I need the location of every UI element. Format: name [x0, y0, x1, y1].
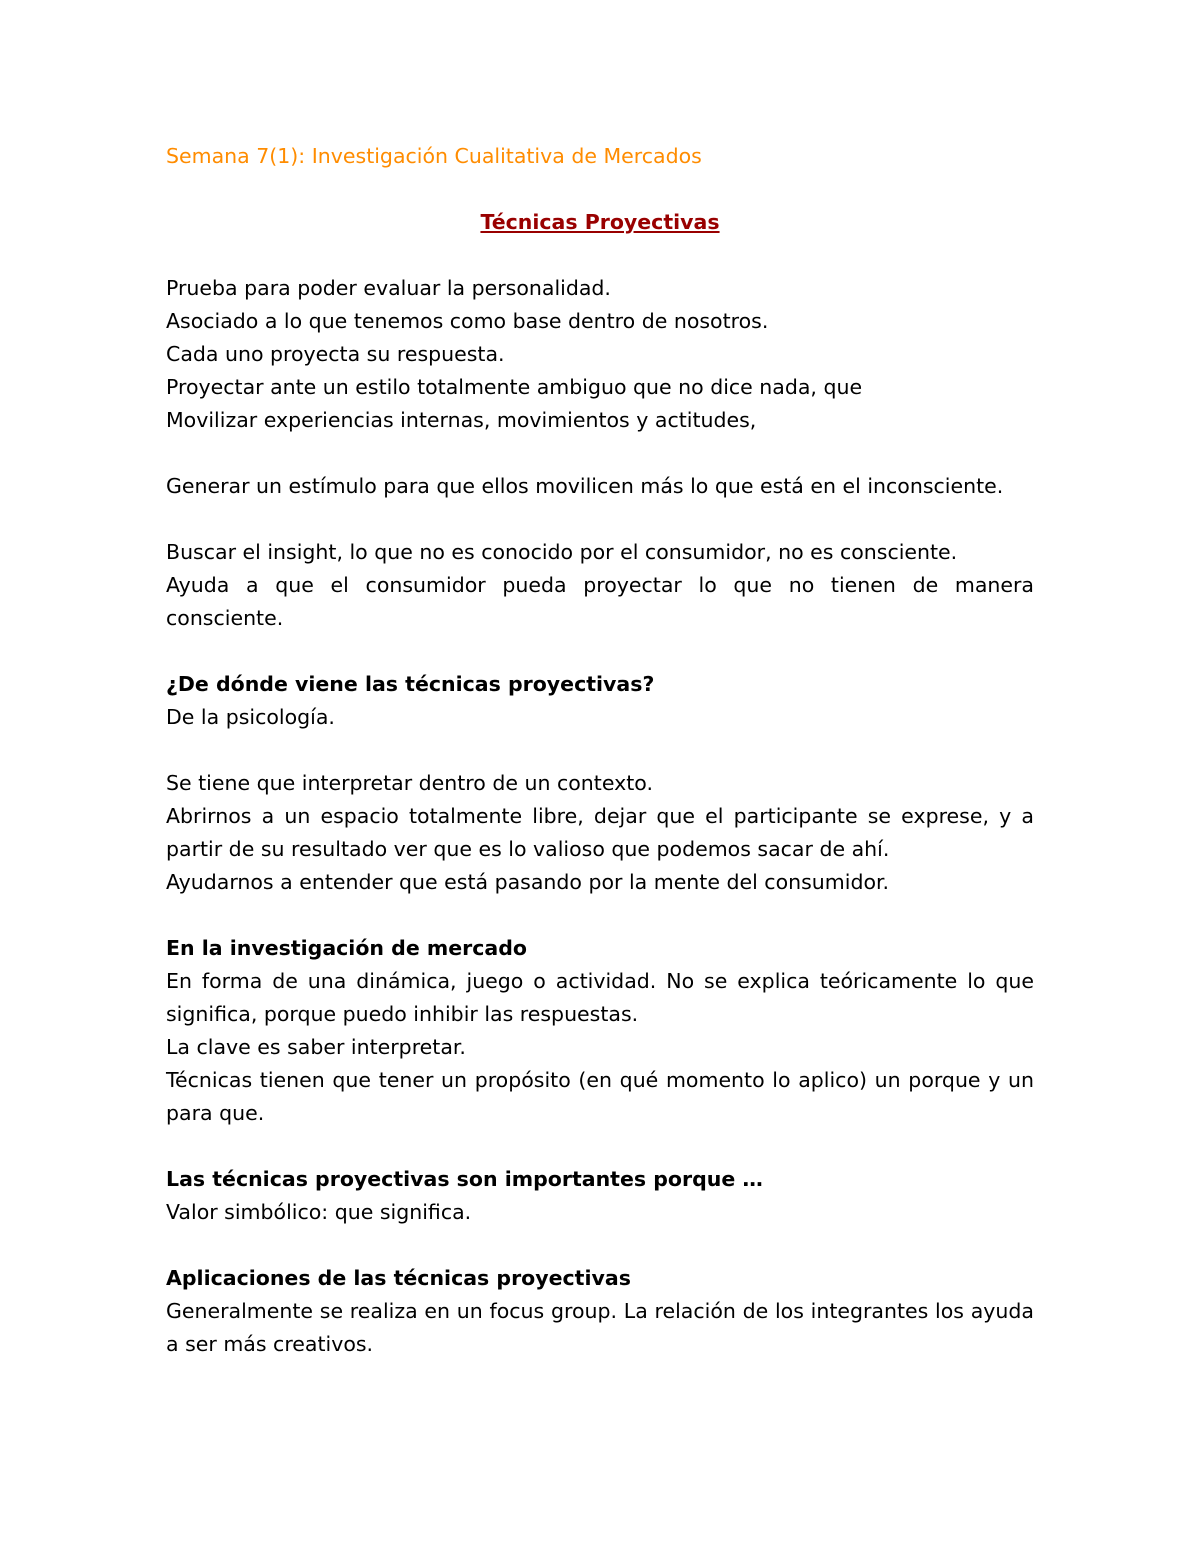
origin-answer: De la psicología. — [166, 705, 335, 729]
applications-paragraph: Generalmente se realiza en un focus group. La relación de los integrantes los ayuda a ser más creativos. — [166, 1299, 1034, 1356]
importance-heading: Las técnicas proyectivas son importantes porque … — [166, 1167, 763, 1191]
insight-block — [166, 536, 1034, 635]
context-paragraph: Abrirnos a un espacio totalmente libre, dejar que el participante se exprese, y a partir de su resultado ver que es lo valioso que podemos sacar de ahí. — [166, 804, 1034, 861]
context-line-2: Ayudarnos a entender que está pasando por la mente del consumidor. — [166, 870, 890, 894]
section-heading: Técnicas Proyectivas — [480, 210, 720, 234]
origin-block — [166, 668, 1034, 734]
context-block — [166, 767, 1034, 899]
origin-question: ¿De dónde viene las técnicas proyectivas? — [166, 672, 655, 696]
document-title: Semana 7(1): Investigación Cualitativa de Mercados — [166, 144, 702, 168]
stimulus-line: Generar un estímulo para que ellos movilicen más lo que está en el inconsciente. — [166, 474, 1004, 498]
importance-block — [166, 1163, 1034, 1229]
market-heading: En la investigación de mercado — [166, 936, 527, 960]
intro-line: Asociado a lo que tenemos como base dentro de nosotros. — [166, 309, 769, 333]
market-paragraph-2: Técnicas tienen que tener un propósito (en qué momento lo aplico) un porque y un para que. — [166, 1068, 1034, 1125]
importance-line: Valor simbólico: que significa. — [166, 1200, 472, 1224]
applications-heading: Aplicaciones de las técnicas proyectivas — [166, 1266, 631, 1290]
market-block — [166, 932, 1034, 1130]
insight-paragraph: Ayuda a que el consumidor pueda proyectar lo que no tienen de manera consciente. — [166, 573, 1034, 630]
intro-line: Proyectar ante un estilo totalmente ambiguo que no dice nada, que — [166, 375, 863, 399]
intro-line: Prueba para poder evaluar la personalidad. — [166, 276, 611, 300]
intro-line: Movilizar experiencias internas, movimientos y actitudes, — [166, 408, 757, 432]
market-line: La clave es saber interpretar. — [166, 1035, 466, 1059]
intro-block — [166, 272, 1034, 437]
intro-line: Cada uno proyecta su respuesta. — [166, 342, 505, 366]
context-line: Se tiene que interpretar dentro de un contexto. — [166, 771, 653, 795]
applications-block — [166, 1262, 1034, 1361]
insight-line: Buscar el insight, lo que no es conocido por el consumidor, no es consciente. — [166, 540, 958, 564]
market-paragraph-1: En forma de una dinámica, juego o actividad. No se explica teóricamente lo que significa, porque puedo inhibir las respuestas. — [166, 969, 1034, 1026]
